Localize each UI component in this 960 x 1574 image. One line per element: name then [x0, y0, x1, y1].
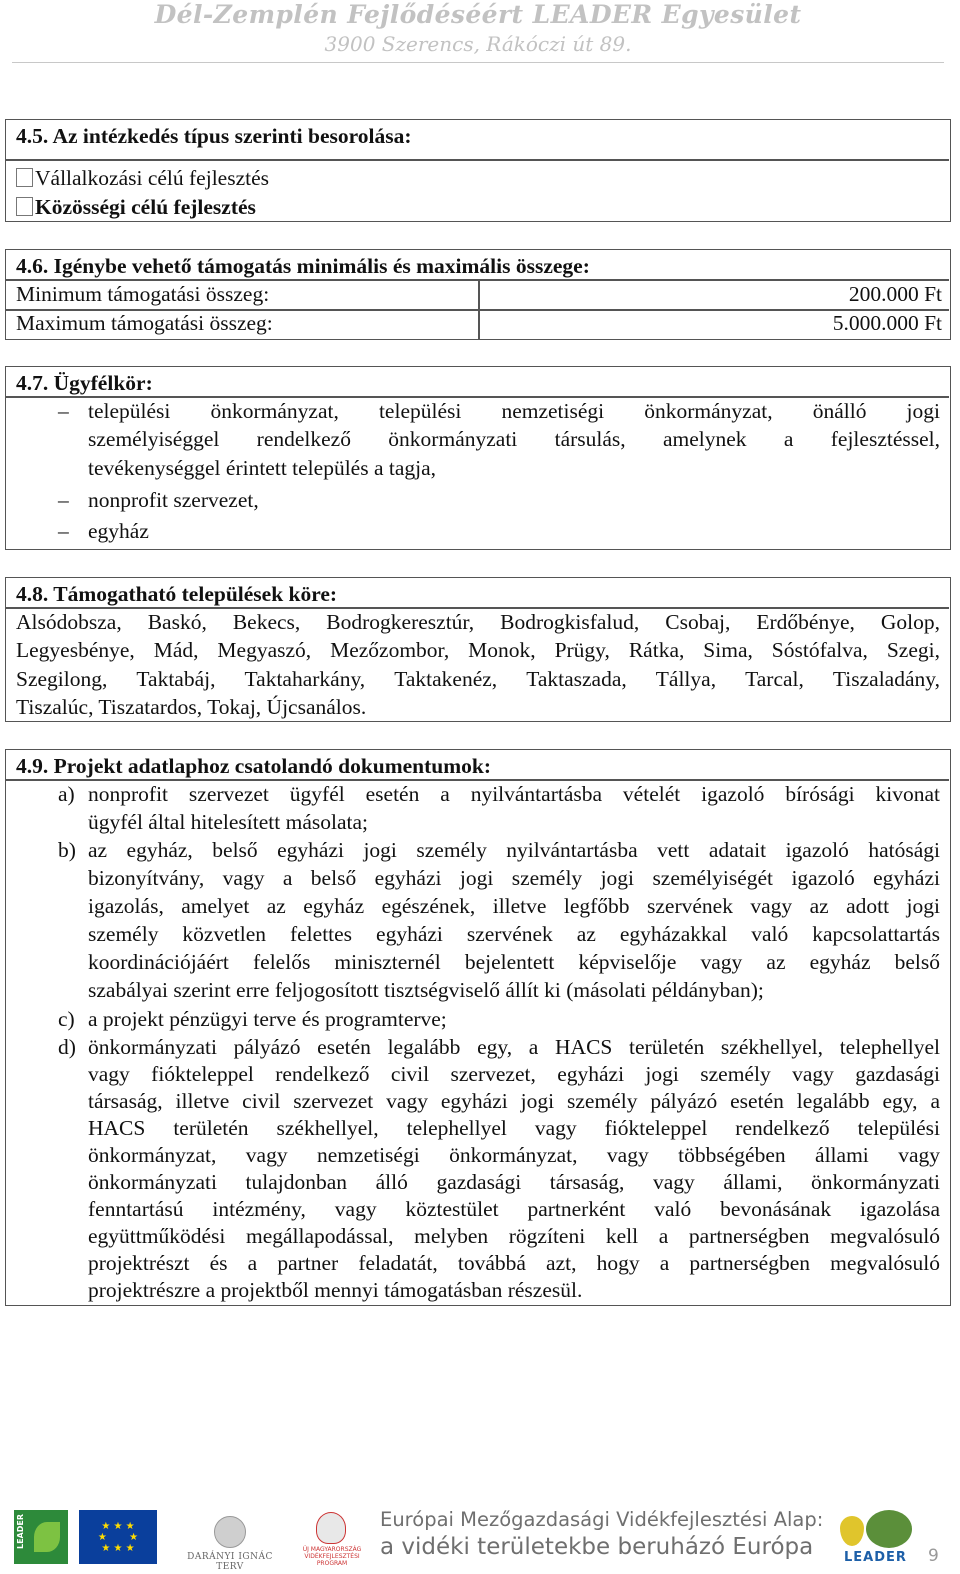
max-amount-label: Maximum támogatási összeg:	[16, 311, 273, 335]
section-4-7	[5, 366, 951, 550]
eafrd-text-line-2: a vidéki területekbe beruházó Európa	[380, 1534, 814, 1560]
item-d-line-3: társaság, illetve civil szervezet vagy egyházi jogi személy pályázó esetén legalább egy, a	[88, 1089, 940, 1113]
item-b-line-6: szabályai szerint erre feljogosított tisztségviselő állít ki (másolati példányban);	[88, 978, 764, 1002]
client-item-1-line-1: települési önkormányzat, települési nemzetiségi önkormányzat, önálló jogi	[88, 399, 940, 423]
section-4-9-divider	[6, 779, 949, 781]
client-item-1-line-2: személyiséggel rendelkező önkormányzati társulás, amelynek a fejlesztéssel,	[88, 427, 940, 451]
leader-vertical-text: LEADER	[16, 1514, 25, 1550]
section-4-8-title: 4.8. Támogatható települések köre:	[16, 582, 338, 606]
item-a-line-1: nonprofit szervezet ügyfél esetén a nyilvántartásba vételét igazoló bírósági kivonat	[88, 782, 940, 806]
option-label: Vállalkozási célú fejlesztés	[35, 166, 270, 190]
settlements-line-1: Alsódobsza, Baskó, Bekecs, Bodrogkeresztúr, Bodrogkisfalud, Csobaj, Erdőbénye, Golop,	[16, 610, 940, 634]
section-4-6-column-divider	[478, 279, 480, 339]
page-number: 9	[928, 1546, 939, 1566]
settlements-line-4: Tiszalúc, Tiszatardos, Tokaj, Újcsanálos.	[16, 695, 367, 719]
portrait-icon	[214, 1516, 246, 1548]
item-c-marker: c)	[58, 1007, 75, 1031]
client-item-2: nonprofit szervezet,	[88, 488, 259, 512]
section-4-7-title: 4.7. Ügyfélkör:	[16, 371, 153, 395]
checkbox-icon	[16, 197, 33, 216]
organization-name: Dél-Zemplén Fejlődéséért LEADER Egyesület	[154, 0, 802, 29]
list-dash: –	[58, 519, 69, 543]
item-d-marker: d)	[58, 1035, 76, 1059]
page-footer	[0, 1500, 960, 1574]
item-d-line-10: projektrészre a projektből mennyi támogatásban részesül.	[88, 1278, 583, 1302]
min-amount-value: 200.000 Ft	[848, 282, 942, 306]
section-4-5-divider	[6, 159, 949, 161]
section-4-6	[5, 249, 951, 340]
leader-logo	[14, 1510, 68, 1564]
ujmo-logo-text: ÚJ MAGYARORSZÁG VIDÉKFEJLESZTÉSI PROGRAM	[302, 1546, 362, 1567]
eu-flag-logo	[79, 1510, 157, 1564]
item-c-line: a projekt pénzügyi terve és programterve;	[88, 1007, 447, 1031]
checkbox-icon	[16, 168, 33, 187]
item-b-line-2: bizonyítvány, vagy a belső egyházi jogi személy jogi személyiségét igazoló egyházi	[88, 866, 940, 890]
item-b-line-5: koordinációjáért felelős miniszternél bejelentett képviselője vagy az egyház belső	[88, 950, 940, 974]
item-a-line-2: ügyfél által hitelesített másolata;	[88, 810, 369, 834]
header-divider	[12, 62, 944, 63]
item-b-line-3: igazolás, amelyet az egyház egészének, illetve legfőbb szervének vagy az adott jogi	[88, 894, 940, 918]
section-4-5-title: 4.5. Az intézkedés típus szerinti besorolása:	[16, 124, 412, 148]
item-d-line-5: önkormányzat, vagy nemzetiségi önkormányzat, vagy többségében állami vagy	[88, 1143, 940, 1167]
item-d-line-7: fenntartású intézmény, vagy köztestület partnerként való bevonásának igazolása	[88, 1197, 940, 1221]
item-d-line-4: HACS területén székhellyel, telephellyel vagy fiókteleppel rendelkező települési	[88, 1116, 940, 1140]
section-4-5	[5, 119, 951, 222]
item-b-marker: b)	[58, 838, 76, 862]
eafrd-text-line-1: Európai Mezőgazdasági Vidékfejlesztési Alap:	[380, 1508, 824, 1531]
coat-of-arms-icon	[316, 1512, 346, 1544]
uj-magyarorszag-logo	[302, 1510, 362, 1566]
item-d-line-2: vagy fiókteleppel rendelkező civil szervezet, egyházi jogi személy vagy gazdasági	[88, 1062, 940, 1086]
tree-icon	[866, 1510, 912, 1548]
max-amount-value: 5.000.000 Ft	[832, 311, 942, 335]
eu-stars-icon: ★ ★ ★ ★ ★ ★ ★ ★	[97, 1521, 139, 1554]
item-d-line-9: projektrészt és a partner feladatát, továbbá azt, hogy a partnerségben megvalósuló	[88, 1251, 940, 1275]
item-b-line-4: személy közvetlen felettes egyházi szervének az egyházakkal való kapcsolattartás	[88, 922, 940, 946]
leader-local-logo	[838, 1508, 914, 1568]
organization-address: 3900 Szerencs, Rákóczi út 89.	[324, 32, 632, 56]
item-d-line-6: önkormányzati tulajdonban álló gazdasági társaság, vagy állami, önkormányzati	[88, 1170, 940, 1194]
section-4-8-divider	[6, 607, 949, 609]
darany-ignac-terv-logo	[176, 1512, 284, 1572]
leaf-icon	[34, 1522, 60, 1552]
item-a-marker: a)	[58, 782, 75, 806]
option-label: Közösségi célú fejlesztés	[35, 195, 256, 219]
section-4-8	[5, 577, 951, 722]
settlements-line-2: Legyesbénye, Mád, Megyaszó, Mezőzombor, Monok, Prügy, Rátka, Sima, Sóstófalva, Szegi,	[16, 638, 940, 662]
section-4-9	[5, 749, 951, 1306]
item-d-line-8: együttműködési megállapodással, melyben rögzíteni kell a partnerségben megvalósuló	[88, 1224, 940, 1248]
settlements-line-3: Szegilong, Taktabáj, Taktaharkány, Taktakenéz, Taktaszada, Tállya, Tarcal, Tiszaladány,	[16, 667, 940, 691]
client-item-3: egyház	[88, 519, 149, 543]
option-vallalkozasi	[16, 166, 269, 191]
item-d-line-1: önkormányzati pályázó esetén legalább egy, a HACS területén székhellyel, telephellyel	[88, 1035, 940, 1059]
grapes-icon	[840, 1516, 864, 1546]
min-amount-label: Minimum támogatási összeg:	[16, 282, 270, 306]
darany-logo-text: DARÁNYI IGNÁC TERV	[187, 1552, 273, 1572]
list-dash: –	[58, 488, 69, 512]
leader-logo-text: LEADER	[844, 1550, 907, 1565]
section-4-9-title: 4.9. Projekt adatlaphoz csatolandó dokumentumok:	[16, 754, 492, 778]
section-4-6-title: 4.6. Igénybe vehető támogatás minimális és maximális összege:	[16, 254, 590, 278]
item-b-line-1: az egyház, belső egyházi jogi személy nyilvántartásba vett adatait igazoló hatósági	[88, 838, 940, 862]
list-dash: –	[58, 399, 69, 423]
section-4-7-divider	[6, 396, 949, 398]
option-kozossegi	[16, 195, 256, 220]
page-header	[0, 0, 960, 64]
client-item-1-line-3: tevékenységgel érintett település a tagja,	[88, 456, 437, 480]
